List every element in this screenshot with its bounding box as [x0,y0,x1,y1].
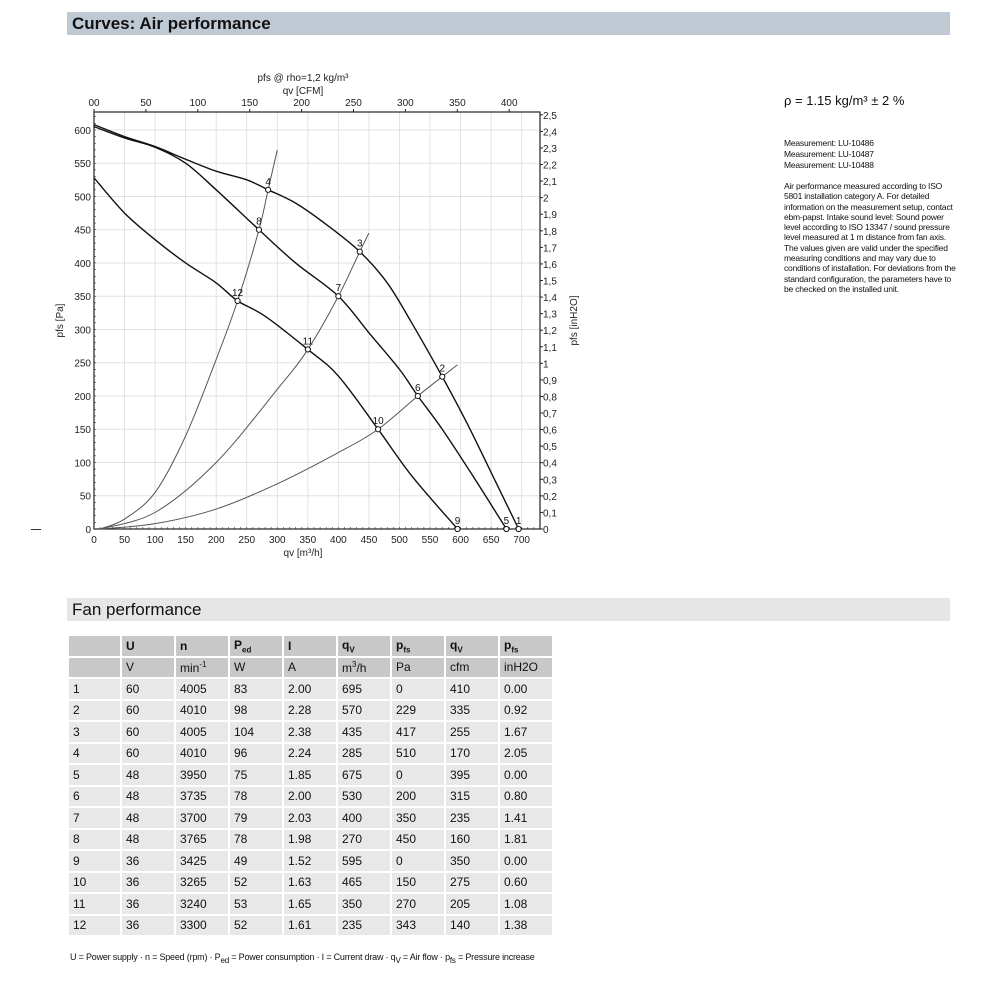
table-cell: 343 [396,918,417,933]
table-cell: 60 [126,703,140,718]
table-row [69,808,552,828]
operating-point-marker [375,427,380,432]
table-row [69,701,552,721]
table-cell: 465 [342,875,363,890]
y2-tick-label: 0,6 [543,425,557,437]
operating-point-marker [455,526,460,531]
table-cell: 4005 [180,681,207,696]
table-cell: 8 [73,832,80,847]
y-tick-label: 550 [74,159,91,171]
air-density-label: ρ = 1.15 kg/m³ ± 2 % [784,93,905,108]
fan-performance-table [67,634,554,937]
table-cell: 275 [450,875,471,890]
system-curve [100,150,277,529]
table-cell: 1.08 [504,896,528,911]
table-cell: 695 [342,681,363,696]
operating-point-marker [440,374,445,379]
table-cell: 1.67 [504,724,528,739]
operating-point-label: 5 [503,516,510,527]
table-cell: 36 [126,896,140,911]
table-cell: 3700 [180,810,207,825]
table-cell: 270 [342,832,363,847]
table-cell: 350 [396,810,417,825]
table-cell: 140 [450,918,471,933]
fan-curve [94,125,519,529]
table-cell: 0.00 [504,767,528,782]
table-cell: 1.61 [288,918,312,933]
y2-tick-label: 0,3 [543,475,557,487]
table-cell: 1.81 [504,832,528,847]
table-units-row [69,658,552,678]
table-cell: 48 [126,789,140,804]
table-cell: 1 [73,681,80,696]
operating-point-marker [256,227,261,232]
y-tick-label: 200 [74,391,91,403]
table-cell: 2.28 [288,703,312,718]
column-header: I [288,638,292,653]
y2-tick-label: 0,2 [543,491,557,503]
table-cell: 0.00 [504,681,528,696]
y-tick-label: 150 [74,425,91,437]
column-unit: V [126,660,135,675]
y-tick-label: 100 [74,458,91,470]
operating-point-label: 9 [454,516,461,527]
column-header: $q_V$ [342,637,355,654]
y2-tick-label: 1,8 [543,226,557,238]
table-cell: 3 [73,724,80,739]
column-header: $q_V$ [450,637,463,654]
table-cell: 1.98 [288,832,312,847]
column-unit: A [288,660,297,675]
table-cell: 48 [126,810,140,825]
table-cell: 400 [342,810,363,825]
column-unit: $\min^{-1}$ [180,659,207,675]
table-cell: 150 [396,875,417,890]
y2-tick-label: 1,7 [543,243,557,255]
air-performance-chart [0,40,620,570]
table-cell: 0.92 [504,703,528,718]
margin-marker [31,529,41,530]
table-cell: 5 [73,767,80,782]
table-header-row [69,636,552,656]
curves-section-title: Curves: Air performance [67,12,950,35]
x-tick-label: 100 [146,535,164,546]
operating-point-label: 1 [515,516,522,527]
table-cell: 98 [234,703,248,718]
system-curve [100,233,369,529]
x-tick-label: 300 [268,535,286,546]
operating-point-label: 2 [439,363,446,375]
column-unit: $m^3/h$ [342,659,367,675]
column-header: $P_{ed}$ [234,637,252,654]
operating-point-label: 4 [265,176,271,188]
table-cell: 11 [73,896,86,911]
table-cell: 595 [342,853,363,868]
y2-axis-label: pfs [inH2O] [569,295,580,346]
fan-section-title: Fan performance [67,598,950,621]
table-cell: 255 [450,724,471,739]
y2-tick-label: 0,1 [543,508,557,520]
operating-point-marker [415,393,420,398]
y2-tick-label: 2,2 [543,160,557,172]
table-cell: 200 [396,789,417,804]
table-cell: 48 [126,767,140,782]
table-row [69,765,552,785]
table-cell: 0 [396,853,403,868]
measurement-id: Measurement: LU-10488 [784,160,874,170]
table-cell: 52 [234,875,248,890]
table-cell: 104 [234,724,255,739]
table-cell: 0 [396,681,403,696]
x2-tick-label: 50 [140,98,152,109]
fan-curve [94,178,458,529]
x-axis-label: qv [m³/h] [283,548,323,559]
table-cell: 350 [450,853,471,868]
table-cell: 0.60 [504,875,528,890]
y2-tick-label: 2,3 [543,143,557,155]
table-cell: 2.24 [288,746,312,761]
x2-tick-label: 150 [241,98,259,109]
table-cell: 395 [450,767,471,782]
operating-point-marker [357,249,362,254]
y2-tick-label: 0,4 [543,458,557,470]
table-cell: 205 [450,896,471,911]
y2-tick-label: 0,7 [543,409,557,421]
y-axis-label: pfs [Pa] [55,303,66,338]
column-header: n [180,638,188,653]
table-cell: 235 [450,810,471,825]
x-tick-label: 400 [330,535,347,546]
table-cell: 49 [234,853,248,868]
table-cell: 2.00 [288,681,312,696]
table-cell: 2.38 [288,724,312,739]
table-cell: 36 [126,853,140,868]
measurement-description: Air performance measured according to ISO 5801 installation category A. For detailed information on the measurement setup, contact ebm-papst. Intake sound level: Sound power level according to ISO 13347 / sound pressure level measured at 1 m distance from fan axis. The values given are valid under the specified measuring conditions and may vary due to conditions of installation. For deviations from the standard configuration, the parameters have to be checked on the installed unit. [784,181,956,294]
table-cell: 4 [73,746,80,761]
table-cell: 2.00 [288,789,312,804]
y-tick-label: 500 [74,192,91,204]
chart-title: pfs @ rho=1,2 kg/m³ [257,73,349,84]
table-legend: U = Power supply · n = Speed $(rpm) \cdot P_{ed}$ = Power consumption · I = Current draw · $q_V$ = Air flow · $p_{fs}$ = Pressure increase [70,952,535,965]
table-cell: 675 [342,767,363,782]
table-row [69,916,552,936]
table-cell: 10 [73,875,87,890]
column-header: $p_{fs}$ [504,637,519,654]
table-cell: 2.03 [288,810,312,825]
table-cell: 335 [450,703,471,718]
table-cell: 0.80 [504,789,528,804]
y2-tick-label: 1,4 [543,293,557,305]
y2-tick-label: 1 [543,359,549,371]
table-cell: 7 [73,810,80,825]
table-cell: 83 [234,681,248,696]
x2-tick-label: 00 [88,98,100,109]
y-tick-label: 0 [85,525,91,536]
table-cell: 270 [396,896,417,911]
y-tick-label: 450 [74,225,91,237]
operating-point-label: 3 [356,238,363,250]
x2-tick-label: 200 [293,98,310,109]
table-cell: 160 [450,832,471,847]
x2-tick-label: 350 [448,98,466,109]
y-tick-label: 400 [74,258,91,270]
y2-tick-label: 1,5 [543,276,557,288]
table-cell: 170 [450,746,471,761]
system-curve [100,365,457,529]
x-tick-label: 600 [452,535,469,546]
x-tick-label: 450 [360,535,378,546]
y2-tick-label: 1,9 [543,210,557,222]
operating-point-label: 8 [256,216,262,228]
measurement-id: Measurement: LU-10486 [784,138,874,148]
column-unit: inH2O [504,660,539,675]
y2-tick-label: 1,6 [543,259,557,271]
table-cell: 79 [234,810,248,825]
operating-point-label: 12 [232,287,244,299]
table-cell: 0 [396,767,403,782]
table-row [69,851,552,871]
table-cell: 36 [126,875,140,890]
table-cell: 9 [73,853,80,868]
y-tick-label: 350 [74,292,91,304]
y2-tick-label: 1,2 [543,326,557,338]
column-unit: Pa [396,660,411,675]
table-row [69,894,552,914]
table-cell: 570 [342,703,363,718]
x2-tick-label: 300 [397,98,414,109]
operating-point-label: 11 [302,336,314,348]
table-cell: 350 [342,896,363,911]
table-row [69,830,552,850]
table-cell: 285 [342,746,363,761]
column-header: $p_{fs}$ [396,637,411,654]
operating-point-marker [266,187,271,192]
table-row [69,873,552,893]
table-cell: 4010 [180,746,207,761]
x-tick-label: 250 [238,535,256,546]
table-cell: 3265 [180,875,207,890]
table-cell: 36 [126,918,140,933]
operating-point-marker [504,526,509,531]
y2-tick-label: 0,9 [543,375,557,387]
table-cell: 3765 [180,832,207,847]
operating-point-marker [336,294,341,299]
y2-tick-label: 2,5 [543,110,557,122]
operating-point-label: 10 [372,416,384,428]
x-tick-label: 650 [482,535,500,546]
y2-tick-label: 2,1 [543,177,557,189]
table-cell: 510 [396,746,417,761]
table-cell: 3950 [180,767,207,782]
table-cell: 315 [450,789,471,804]
y-tick-label: 50 [79,491,91,503]
x-tick-label: 500 [391,535,408,546]
operating-point-label: 6 [415,382,421,394]
table-cell: 530 [342,789,363,804]
y2-tick-label: 0,5 [543,442,557,454]
y2-tick-label: 2 [543,193,549,205]
operating-point-marker [516,526,521,531]
x2-tick-label: 250 [345,98,362,109]
table-cell: 0.00 [504,853,528,868]
table-cell: 2 [73,703,80,718]
table-cell: 60 [126,724,140,739]
table-cell: 60 [126,746,140,761]
operating-point-label: 7 [335,283,342,295]
table-cell: 53 [234,896,248,911]
y-tick-label: 600 [74,125,91,137]
table-cell: 410 [450,681,471,696]
table-cell: 229 [396,703,417,718]
table-cell: 450 [396,832,417,847]
table-cell: 4010 [180,703,207,718]
table-cell: 78 [234,832,248,847]
plot-frame [94,112,540,529]
table-row [69,787,552,807]
x2-tick-label: 400 [500,98,518,109]
x2-axis-label: qv [CFM] [282,86,324,97]
x-tick-label: 350 [299,535,317,546]
table-cell: 417 [396,724,417,739]
table-cell: 435 [342,724,363,739]
y2-tick-label: 1,3 [543,309,557,321]
table-cell: 52 [234,918,248,933]
measurement-id: Measurement: LU-10487 [784,149,874,159]
y2-tick-label: 0 [543,525,549,536]
table-cell: 96 [234,746,248,761]
x-tick-label: 700 [513,535,531,546]
x-tick-label: 0 [91,535,97,546]
table-row [69,679,552,699]
table-cell: 1.52 [288,853,312,868]
table-cell: 60 [126,681,140,696]
table-cell: 75 [234,767,248,782]
table-cell: 1.41 [504,810,528,825]
table-cell: 1.38 [504,918,528,933]
y-tick-label: 300 [74,325,91,337]
y-tick-label: 250 [74,358,91,370]
y2-tick-label: 2,4 [543,127,557,139]
table-cell: 3735 [180,789,207,804]
table-cell: 12 [73,918,87,933]
y2-tick-label: 1,1 [543,342,557,354]
table-cell: 3425 [180,853,207,868]
table-cell: 1.65 [288,896,312,911]
table-cell: 2.05 [504,746,528,761]
fan-curve [94,127,506,529]
x-tick-label: 200 [207,535,225,546]
table-cell: 1.85 [288,767,312,782]
table-cell: 1.63 [288,875,312,890]
operating-point-marker [305,347,310,352]
x-tick-label: 150 [177,535,194,546]
y2-tick-label: 0,8 [543,392,557,404]
x2-tick-label: 100 [189,98,207,109]
table-cell: 3300 [180,918,207,933]
measurement-info [784,93,959,294]
operating-point-marker [235,298,240,303]
table-cell: 78 [234,789,248,804]
table-cell: 48 [126,832,140,847]
column-unit: W [234,660,246,675]
table-cell: 235 [342,918,363,933]
table-row [69,722,552,742]
table-cell: 6 [73,789,80,804]
table-row [69,744,552,764]
column-unit: cfm [450,660,470,675]
column-header: U [126,638,135,653]
x-tick-label: 550 [421,535,439,546]
x-tick-label: 50 [118,535,131,546]
table-cell: 3240 [180,896,207,911]
table-cell: 4005 [180,724,207,739]
